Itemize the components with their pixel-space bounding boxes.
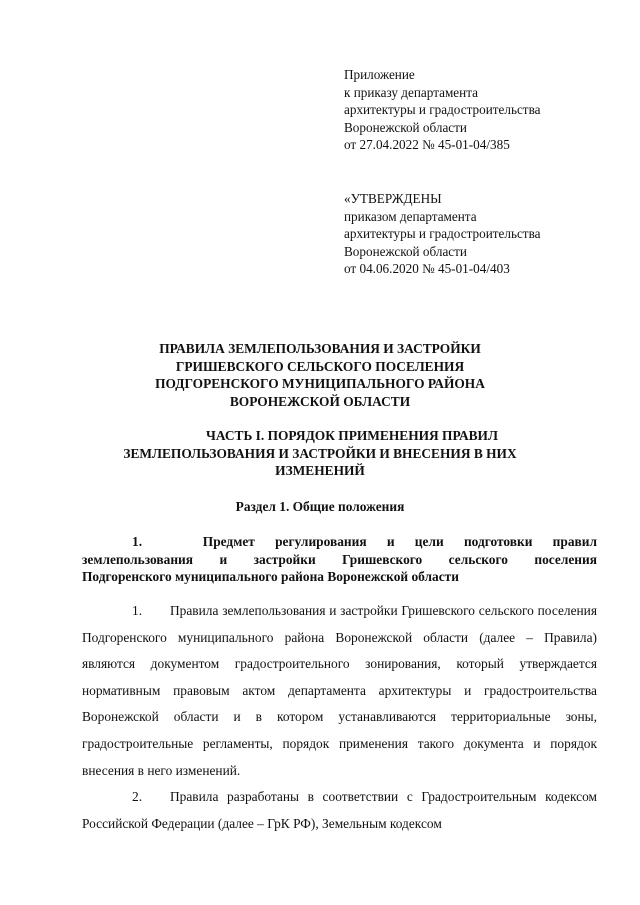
- article-title-line: 1. Предмет регулирования и цели подготовки правил: [132, 534, 597, 549]
- paragraph-number: 2.: [132, 789, 143, 805]
- body-text: [82, 598, 597, 837]
- appendix-line: от 27.04.2022 № 45-01-04/385: [344, 137, 510, 153]
- article-title-line: Подгоренского муниципального района Воронежской области: [82, 569, 459, 585]
- approved-line: Воронежской области: [344, 243, 467, 259]
- paragraph-text: Правила разработаны в соответствии с Градостроительным кодексом Российской Федерации (далее – ГрК РФ), Земельным кодексом: [82, 789, 597, 831]
- part-title-line: ЧАСТЬ I. ПОРЯДОК ПРИМЕНЕНИЯ ПРАВИЛ: [206, 428, 498, 443]
- approved-line: от 04.06.2020 № 45-01-04/403: [344, 261, 510, 277]
- paragraph: [82, 784, 597, 837]
- title-line: ВОРОНЕЖСКОЙ ОБЛАСТИ: [229, 393, 411, 409]
- title-line: ПОДГОРЕНСКОГО МУНИЦИПАЛЬНОГО РАЙОНА: [155, 376, 485, 392]
- approved-line: архитектуры и градостроительства: [344, 226, 541, 242]
- part-title-line: ИЗМЕНЕНИЙ: [275, 463, 365, 479]
- part-title: [96, 427, 544, 480]
- approved-line: приказом департамента: [344, 208, 477, 224]
- paragraph-text: Правила землепользования и застройки Гришевского сельского поселения Подгоренского муниципального района Воронежской области (далее – Правила) являются документом градостроительного зонирования, который утверждается нормативным правовым актом департамента архитектуры и градостроительства Воронежской области и в котором устанавливаются территориальные зоны, градостроительные регламенты, порядок применения такого документа и порядок внесения в него изменений.: [82, 603, 597, 778]
- appendix-line: архитектуры и градостроительства: [344, 102, 541, 118]
- approved-line: «УТВЕРЖДЕНЫ: [344, 191, 442, 206]
- section-title: Раздел 1. Общие положения: [235, 499, 405, 514]
- document-title: [108, 340, 532, 410]
- approved-block: [344, 190, 624, 278]
- article-title-line: землепользования и застройки Гришевского сельского поселения: [82, 551, 597, 567]
- paragraph-number: 1.: [132, 603, 143, 618]
- part-title-line: ЗЕМЛЕПОЛЬЗОВАНИЯ И ЗАСТРОЙКИ И ВНЕСЕНИЯ В НИХ: [123, 445, 517, 461]
- title-line: ГРИШЕВСКОГО СЕЛЬСКОГО ПОСЕЛЕНИЯ: [175, 358, 465, 374]
- appendix-line: к приказу департамента: [344, 84, 478, 100]
- paragraph: [82, 598, 597, 784]
- title-line: ПРАВИЛА ЗЕМЛЕПОЛЬЗОВАНИЯ И ЗАСТРОЙКИ: [159, 341, 481, 356]
- article-title: [82, 533, 597, 586]
- appendix-line: Воронежской области: [344, 119, 467, 135]
- appendix-header: [344, 66, 624, 154]
- appendix-line: Приложение: [344, 67, 415, 82]
